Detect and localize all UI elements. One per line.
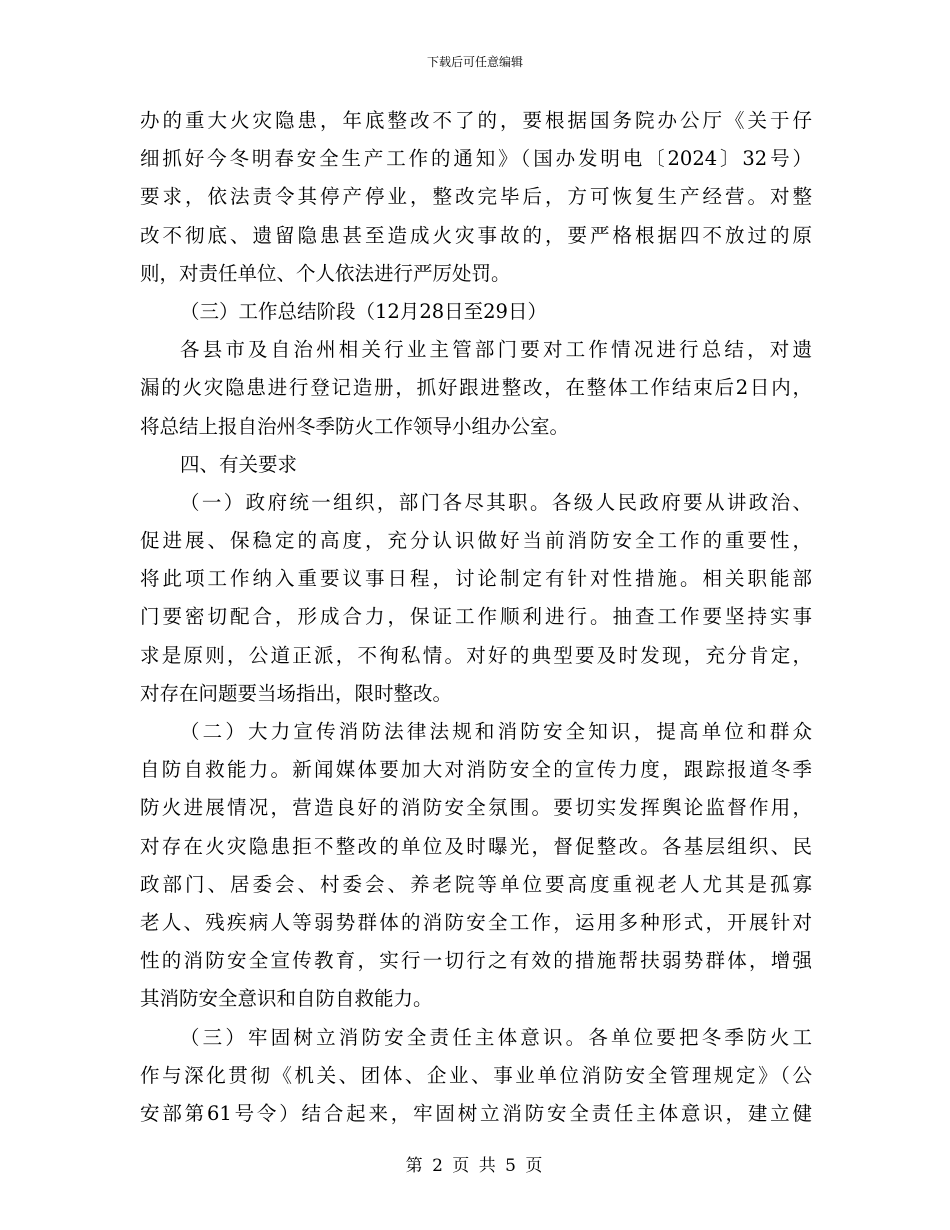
text-line: 对存在问题要当场指出，限时整改。: [140, 681, 453, 705]
section-heading: （三）工作总结阶段（12月28日至29日）: [180, 299, 547, 323]
text-line: 促进展、保稳定的高度，充分认识做好当前消防安全工作的重要性，: [140, 529, 812, 553]
text-line: 要求，依法责令其停产停业，整改完毕后，方可恢复生产经营。对整: [140, 185, 812, 209]
text-line: 漏的火灾隐患进行登记造册，抓好跟进整改，在整体工作结束后2日内，: [140, 376, 812, 400]
text-line: 自防自救能力。新闻媒体要加大对消防安全的宣传力度，跟踪报道冬季: [140, 758, 812, 782]
text-line: 办的重大火灾隐患，年底整改不了的，要根据国务院办公厅《关于仔: [140, 109, 812, 132]
text-line: 政部门、居委会、村委会、养老院等单位要高度重视老人尤其是孤寡: [140, 872, 812, 896]
text-line: 将总结上报自治州冬季防火工作领导小组办公室。: [140, 414, 570, 438]
body-text: [140, 102, 812, 1133]
text-line: 各县市及自治州相关行业主管部门要对工作情况进行总结，对遗: [180, 338, 812, 362]
header-note: 下载后可任意编辑: [426, 55, 523, 69]
text-line: 其消防安全意识和自防自救能力。: [140, 987, 433, 1011]
text-line: 性的消防安全宣传教育，实行一切行之有效的措施帮扶弱势群体，增强: [140, 949, 812, 973]
text-line: 对存在火灾隐患拒不整改的单位及时曝光，督促整改。各基层组织、民: [140, 834, 812, 858]
text-line: 细抓好今冬明春安全生产工作的通知》（国办发明电〔2024〕32号）: [140, 147, 812, 171]
text-line: 求是原则，公道正派，不徇私情。对好的典型要及时发现，充分肯定，: [140, 643, 812, 667]
text-line: 作与深化贯彻《机关、团体、企业、事业单位消防安全管理规定》（公: [140, 1063, 812, 1087]
text-line: 老人、残疾病人等弱势群体的消防安全工作，运用多种形式，开展针对: [140, 910, 812, 934]
text-line: 将此项工作纳入重要议事日程，讨论制定有针对性措施。相关职能部: [140, 567, 812, 591]
text-line: （三）牢固树立消防安全责任主体意识。各单位要把冬季防火工: [180, 1025, 812, 1049]
text-line: 则，对责任单位、个人依法进行严厉处罚。: [140, 261, 511, 285]
section-heading: 四、有关要求: [180, 452, 298, 476]
text-line: （二）大力宣传消防法律法规和消防安全知识，提高单位和群众: [180, 720, 812, 743]
page-number-footer: 第 2 页 共 5 页: [405, 1156, 545, 1176]
text-line: 改不彻底、遗留隐患甚至造成火灾事故的，要严格根据四不放过的原: [140, 223, 812, 247]
text-line: （一）政府统一组织，部门各尽其职。各级人民政府要从讲政治、: [180, 490, 812, 514]
text-line: 安部第61号令）结合起来，牢固树立消防安全责任主体意识，建立健: [140, 1101, 812, 1125]
text-line: 门要密切配合，形成合力，保证工作顺利进行。抽查工作要坚持实事: [140, 605, 812, 629]
text-line: 防火进展情况，营造良好的消防安全氛围。要切实发挥舆论监督作用，: [140, 796, 812, 820]
